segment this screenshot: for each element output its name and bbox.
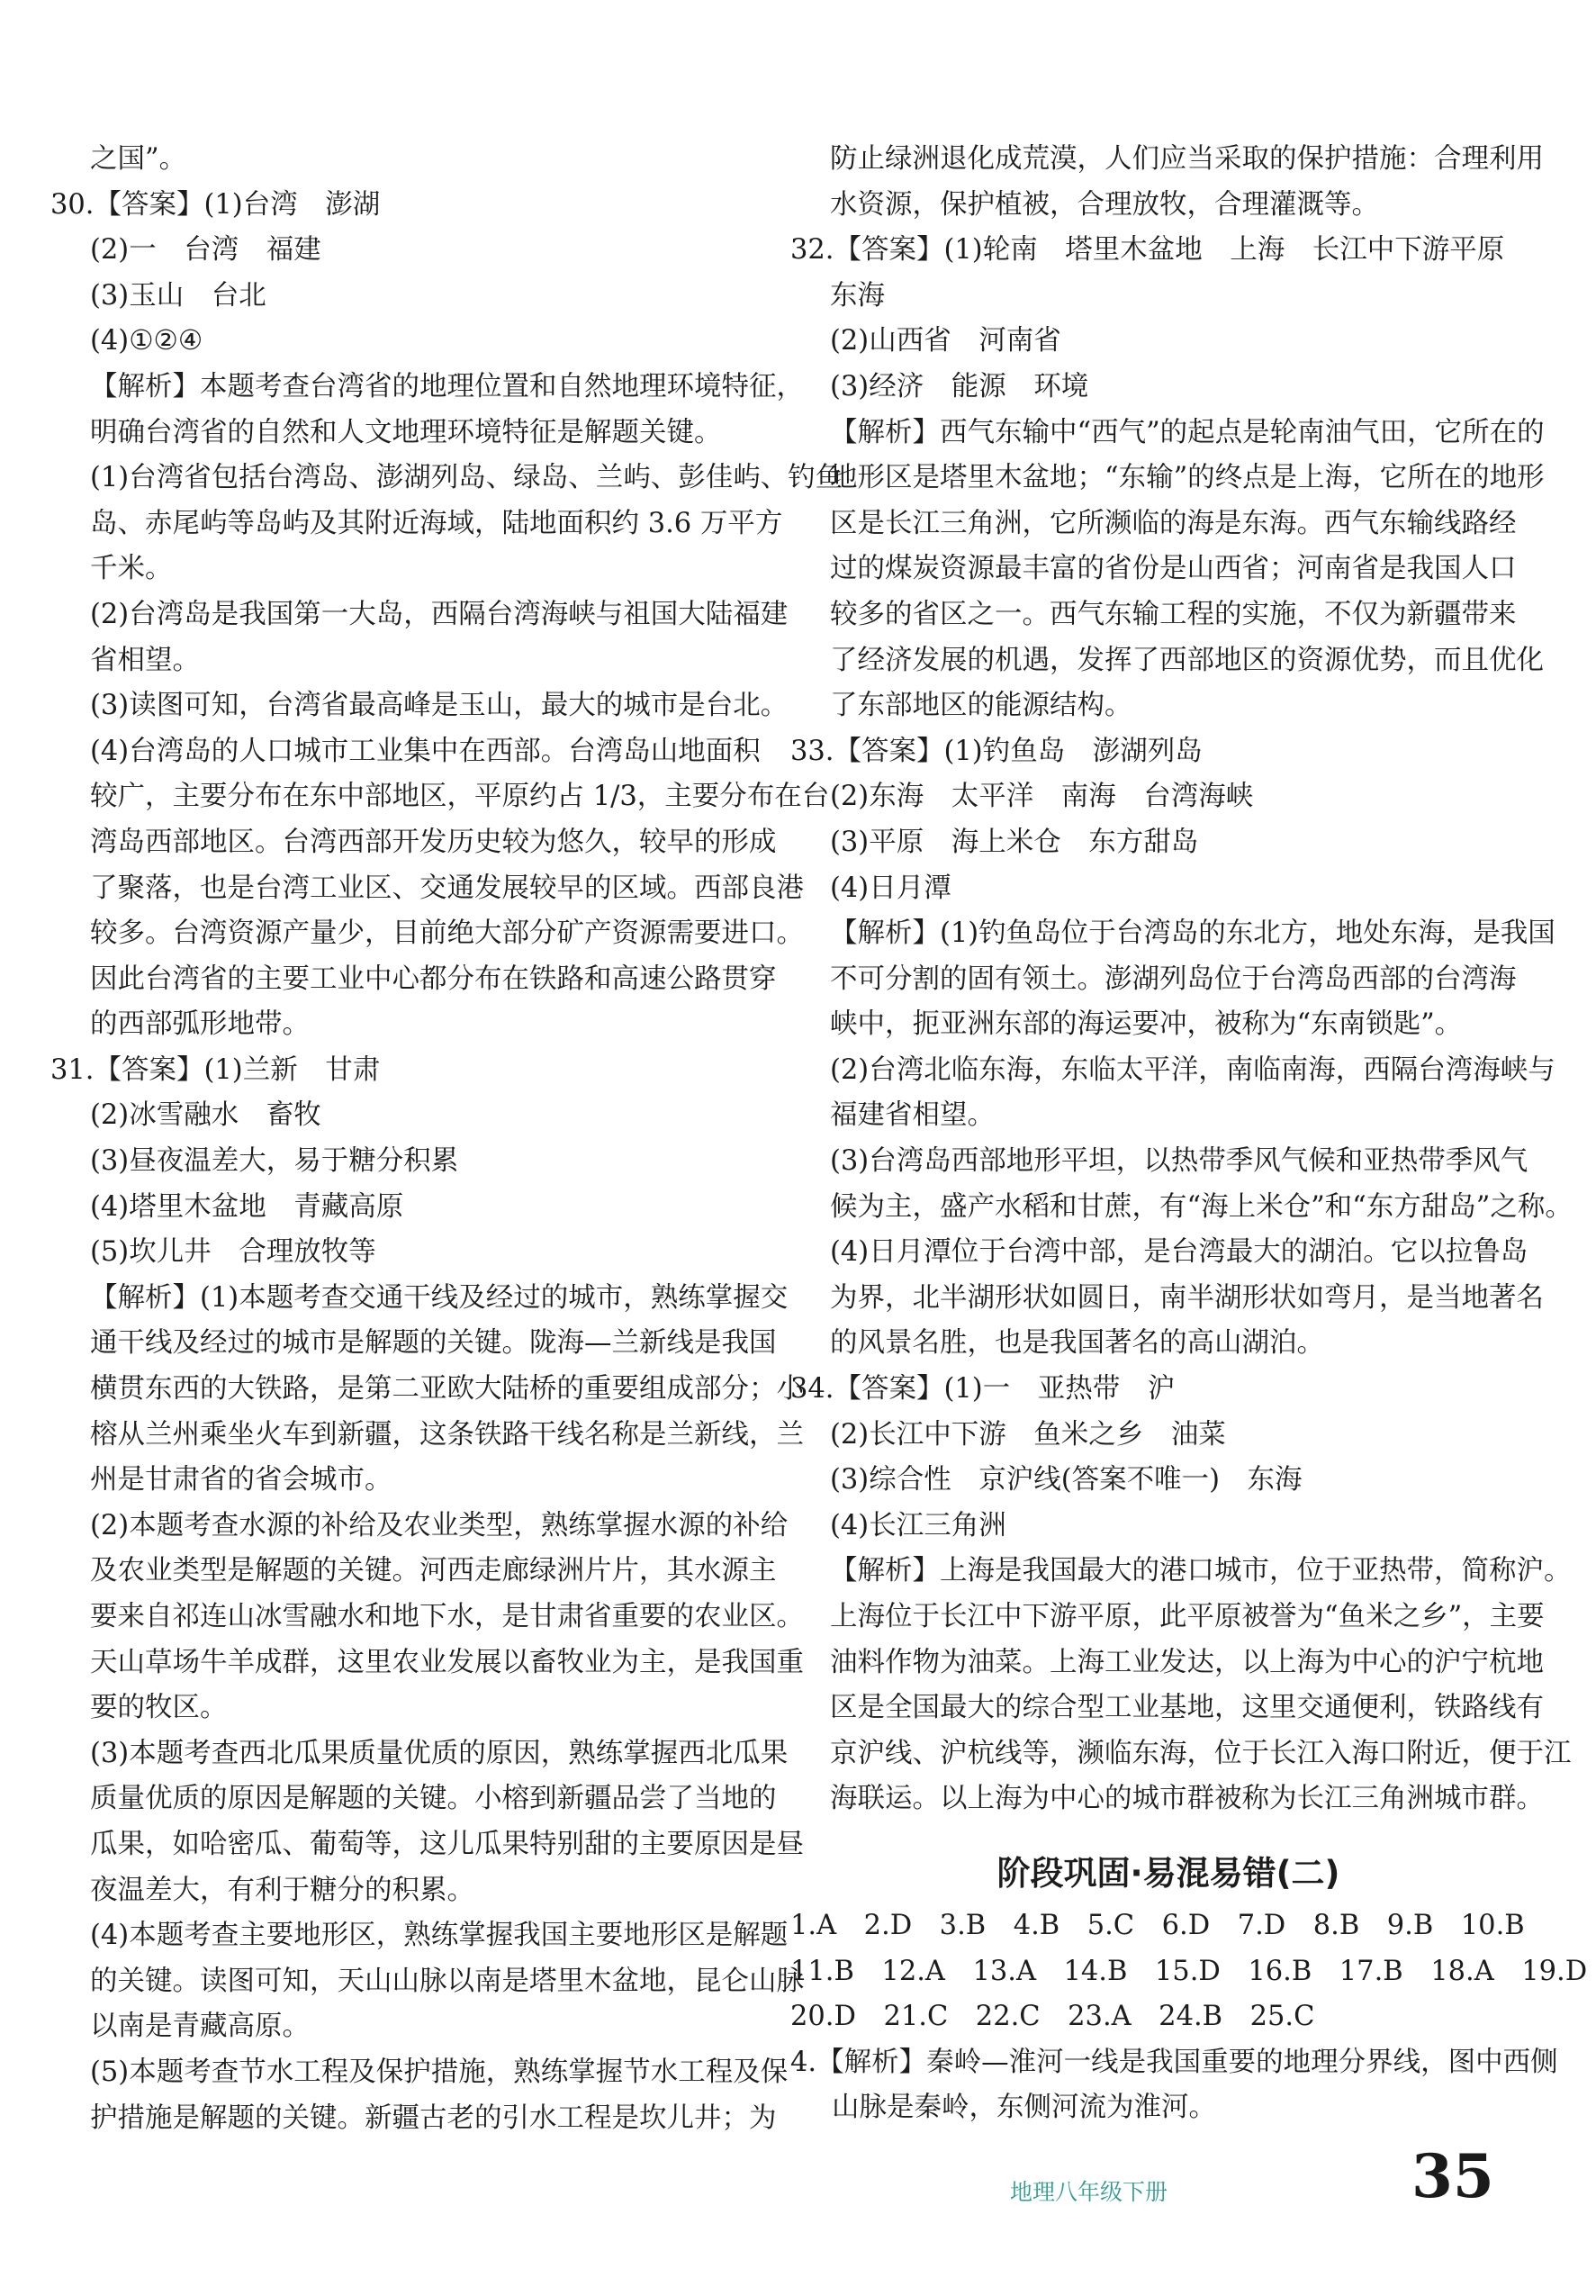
- text-line: 【解析】上海是我国最大的港口城市，位于亚热带，简称沪。: [830, 1555, 1572, 1587]
- page-number: 35: [1411, 2141, 1494, 2211]
- explanation-4: [790, 2040, 1558, 2131]
- text-line: 【解析】西气东输中“西气”的起点是轮南油气田，它所在的: [830, 416, 1545, 448]
- text-line: 之国”。: [90, 143, 187, 175]
- text-line: 护措施是解题的关键。新疆古老的引水工程是坎儿井；为: [90, 2102, 777, 2134]
- text-line: 榕从兰州乘坐火车到新疆，这条铁路干线名称是兰新线，兰: [90, 1418, 804, 1451]
- text-line: (3)玉山 台北: [90, 279, 266, 312]
- text-line: 的西部弧形地带。: [90, 1008, 310, 1041]
- text-line: 区是全国最大的综合型工业基地，这里交通便利，铁路线有: [830, 1692, 1544, 1724]
- text-line: (2)本题考查水源的补给及农业类型，熟练掌握水源的补给: [90, 1509, 789, 1541]
- text-line: (4)日月潭: [830, 872, 951, 904]
- text-line: 【解析】本题考查台湾省的地理位置和自然地理环境特征，: [90, 370, 804, 402]
- text-line: (4)日月潭位于台湾中部，是台湾最大的湖泊。它以拉鲁岛: [830, 1236, 1528, 1269]
- text-line: (4)本题考查主要地形区，熟练掌握我国主要地形区是解题: [90, 1920, 789, 1952]
- text-line: (3)经济 能源 环境: [830, 370, 1089, 402]
- text-line: 千米。: [90, 553, 173, 585]
- text-line: (5)本题考查节水工程及保护措施，熟练掌握节水工程及保: [90, 2056, 789, 2088]
- text-line: 东海: [830, 279, 885, 312]
- text-line: (2)台湾岛是我国第一大岛，西隔台湾海峡与祖国大陆福建: [90, 598, 789, 630]
- text-line: 较多。台湾资源产量少，目前绝大部分矿产资源需要进口。: [90, 917, 804, 950]
- text-line: 油料作物为油菜。上海工业发达，以上海为中心的沪宁杭地: [830, 1646, 1544, 1678]
- text-line: 因此台湾省的主要工业中心都分布在铁路和高速公路贯穿: [90, 963, 777, 995]
- text-line: 了东部地区的能源结构。: [830, 690, 1132, 722]
- text-line: 【解析】(1)钓鱼岛位于台湾岛的东北方，地处东海，是我国: [830, 917, 1555, 950]
- text-line: 山脉是秦岭，东侧河流为淮河。: [832, 2092, 1216, 2124]
- text-line: (5)坎儿井 合理放牧等: [90, 1236, 376, 1269]
- text-line: 京沪线、沪杭线等，濒临东海，位于长江入海口附近，便于江: [830, 1737, 1572, 1769]
- text-line: 水资源，保护植被，合理放牧，合理灌溉等。: [830, 188, 1379, 221]
- text-line: (3)读图可知，台湾省最高峰是玉山，最大的城市是台北。: [90, 690, 789, 722]
- text-line: 为界，北半湖形状如圆日，南半湖形状如弯月，是当地著名: [830, 1281, 1544, 1314]
- text-line: (2)长江中下游 鱼米之乡 油菜: [830, 1418, 1226, 1451]
- text-line: 峡中，扼亚洲东部的海运要冲，被称为“东南锁匙”。: [830, 1008, 1463, 1041]
- text-line: 海联运。以上海为中心的城市群被称为长江三角洲城市群。: [830, 1783, 1544, 1815]
- text-line: (2)东海 太平洋 南海 台湾海峡: [830, 781, 1254, 813]
- text-line: (2)冰雪融水 畜牧: [90, 1099, 321, 1132]
- text-line: 较多的省区之一。西气东输工程的实施，不仅为新疆带来: [830, 598, 1517, 630]
- text-line: 过的煤炭资源最丰富的省份是山西省；河南省是我国人口: [830, 553, 1517, 585]
- text-line: 湾岛西部地区。台湾西部开发历史较为悠久，较早的形成: [90, 826, 777, 858]
- text-line: 夜温差大，有利于糖分的积累。: [90, 1874, 474, 1906]
- text-line: 防止绿洲退化成荒漠，人们应当采取的保护措施：合理利用: [830, 143, 1544, 175]
- footer-subject: 地理八年级下册: [1010, 2179, 1168, 2205]
- text-line: 了聚落，也是台湾工业区、交通发展较早的区域。西部良港: [90, 872, 804, 904]
- section-title: 阶段巩固·易混易错(二): [996, 1853, 1340, 1893]
- text-line: (1)台湾省包括台湾岛、澎湖列岛、绿岛、兰屿、彭佳屿、钓鱼: [90, 462, 843, 494]
- answer-key: [790, 1903, 1588, 2040]
- text-line: (2)山西省 河南省: [830, 325, 1061, 357]
- text-line: 30.【答案】(1)台湾 澎湖: [50, 188, 381, 221]
- text-line: 候为主，盛产水稻和甘蔗，有“海上米仓”和“东方甜岛”之称。: [830, 1190, 1573, 1223]
- text-line: 以南是青藏高原。: [90, 2011, 310, 2043]
- text-line: 要的牧区。: [90, 1692, 228, 1724]
- text-line: (4)①②④: [90, 325, 203, 357]
- text-line: (3)平原 海上米仓 东方甜岛: [830, 826, 1199, 858]
- text-line: 区是长江三角洲，它所濒临的海是东海。西气东输线路经: [830, 507, 1517, 539]
- text-line: 质量优质的原因是解题的关键。小榕到新疆品尝了当地的: [90, 1783, 777, 1815]
- text-line: 了经济发展的机遇，发挥了西部地区的资源优势，而且优化: [830, 644, 1544, 676]
- answer-row: 11.B 12.A 13.A 14.B 15.D 16.B 17.B 18.A 19.D: [790, 1955, 1588, 1987]
- spacer: [790, 1822, 1492, 1844]
- text-line: 较广，主要分布在东中部地区，平原约占 1/3，主要分布在台: [90, 781, 830, 813]
- text-line: 33.【答案】(1)钓鱼岛 澎湖列岛: [790, 735, 1203, 767]
- text-line: 瓜果，如哈密瓜、葡萄等，这儿瓜果特别甜的主要原因是昼: [90, 1828, 804, 1860]
- text-line: 的关键。读图可知，天山山脉以南是塔里木盆地，昆仑山脉: [90, 1965, 804, 1997]
- text-line: 地形区是塔里木盆地；“东输”的终点是上海，它所在的地形: [830, 462, 1545, 494]
- text-line: 明确台湾省的自然和人文地理环境特征是解题关键。: [90, 416, 722, 448]
- text-line: 横贯东西的大铁路，是第二亚欧大陆桥的重要组成部分；小: [90, 1373, 804, 1406]
- text-line: (4)塔里木盆地 青藏高原: [90, 1190, 404, 1223]
- right-column: [790, 137, 1588, 2131]
- text-line: 34.【答案】(1)一 亚热带 沪: [790, 1373, 1176, 1406]
- text-line: 31.【答案】(1)兰新 甘肃: [50, 1053, 381, 1086]
- text-line: (4)长江三角洲: [830, 1509, 1006, 1541]
- right-column-text: [790, 137, 1573, 1822]
- text-line: 省相望。: [90, 644, 200, 676]
- left-column: [50, 137, 843, 2141]
- text-line: 不可分割的固有领土。澎湖列岛位于台湾岛西部的台湾海: [830, 963, 1517, 995]
- text-line: 天山草场牛羊成群，这里农业发展以畜牧业为主，是我国重: [90, 1646, 804, 1678]
- text-line: 32.【答案】(1)轮南 塔里木盆地 上海 长江中下游平原: [790, 234, 1505, 267]
- text-line: 通干线及经过的城市是解题的关键。陇海—兰新线是我国: [90, 1327, 777, 1360]
- text-line: 福建省相望。: [830, 1099, 995, 1132]
- text-line: 的风景名胜，也是我国著名的高山湖泊。: [830, 1327, 1324, 1360]
- text-line: (3)本题考查西北瓜果质量优质的原因，熟练掌握西北瓜果: [90, 1737, 789, 1769]
- text-line: (4)台湾岛的人口城市工业集中在西部。台湾岛山地面积: [90, 735, 761, 767]
- text-line: 【解析】(1)本题考查交通干线及经过的城市，熟练掌握交: [90, 1281, 789, 1314]
- text-line: 上海位于长江中下游平原，此平原被誉为“鱼米之乡”，主要: [830, 1601, 1545, 1632]
- text-line: 要来自祁连山冰雪融水和地下水，是甘肃省重要的农业区。: [90, 1601, 804, 1632]
- text-line: (3)综合性 京沪线(答案不唯一) 东海: [830, 1464, 1303, 1496]
- text-line: 州是甘肃省的省会城市。: [90, 1464, 392, 1496]
- text-line: 及农业类型是解题的关键。河西走廊绿洲片片，其水源主: [90, 1555, 777, 1587]
- text-line: (2)台湾北临东海，东临太平洋，南临南海，西隔台湾海峡与: [830, 1053, 1555, 1086]
- text-line: (2)一 台湾 福建: [90, 234, 321, 267]
- text-line: 岛、赤尾屿等岛屿及其附近海域，陆地面积约 3.6 万平方: [90, 507, 783, 539]
- answer-row: 20.D 21.C 22.C 23.A 24.B 25.C: [790, 2001, 1315, 2033]
- text-line: (3)昼夜温差大，易于糖分积累: [90, 1145, 459, 1178]
- text-line: 4.【解析】秦岭—淮河一线是我国重要的地理分界线，图中西侧: [790, 2046, 1558, 2078]
- text-line: (3)台湾岛西部地形平坦，以热带季风气候和亚热带季风气: [830, 1145, 1528, 1178]
- answer-row: 1.A 2.D 3.B 4.B 5.C 6.D 7.D 8.B 9.B 10.B: [790, 1909, 1525, 1941]
